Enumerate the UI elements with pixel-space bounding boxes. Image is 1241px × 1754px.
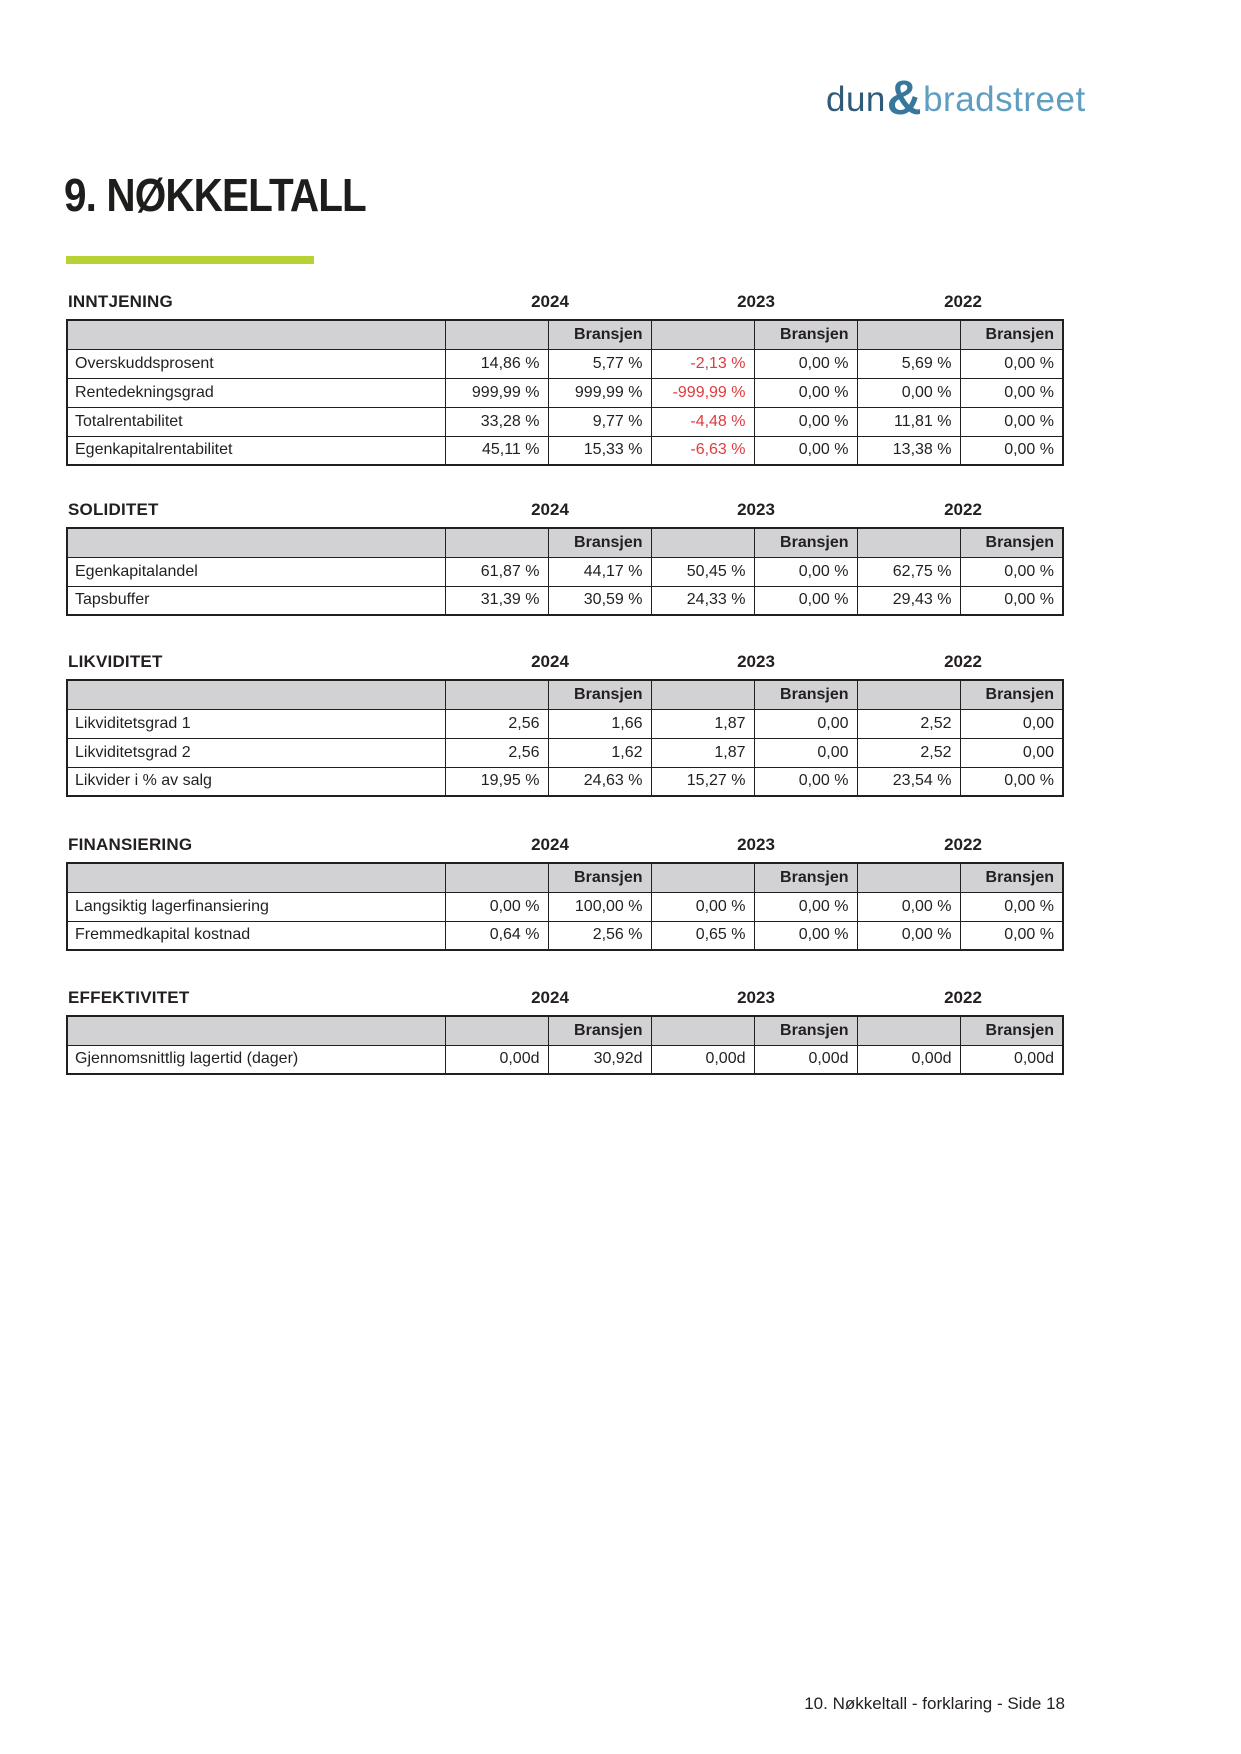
cell-value: 2,56	[445, 709, 548, 738]
cell-value: -2,13 %	[651, 349, 754, 378]
cell-value: 0,00 %	[754, 586, 857, 615]
table-row	[67, 586, 1063, 615]
header-empty-cell	[445, 320, 548, 349]
bransjen-header: Bransjen	[960, 320, 1063, 349]
cell-value: 11,81 %	[857, 407, 960, 436]
cell-value: 0,64 %	[445, 921, 548, 950]
cell-value: 0,00 %	[754, 349, 857, 378]
table-row	[67, 349, 1063, 378]
cell-value: 0,00d	[754, 1045, 857, 1074]
cell-value: 0,00	[754, 709, 857, 738]
section-heading	[66, 833, 1064, 857]
cell-value: 0,00 %	[445, 892, 548, 921]
year-header: 2022	[944, 500, 982, 519]
bransjen-header: Bransjen	[548, 680, 651, 709]
row-label: Tapsbuffer	[67, 586, 445, 615]
cell-value: 1,62	[548, 738, 651, 767]
cell-value: 45,11 %	[445, 436, 548, 465]
cell-value: -4,48 %	[651, 407, 754, 436]
bransjen-header: Bransjen	[754, 320, 857, 349]
finansiering-table	[66, 862, 1064, 951]
header-empty-cell	[67, 863, 445, 892]
cell-value: 0,00d	[445, 1045, 548, 1074]
bransjen-header: Bransjen	[960, 1016, 1063, 1045]
cell-value: 0,00 %	[960, 586, 1063, 615]
row-label: Egenkapitalandel	[67, 557, 445, 586]
section-finansiering	[66, 833, 1064, 951]
table-row	[67, 738, 1063, 767]
row-label: Likviditetsgrad 1	[67, 709, 445, 738]
section-title: SOLIDITET	[68, 500, 159, 519]
cell-value: 0,00	[960, 709, 1063, 738]
cell-value: 33,28 %	[445, 407, 548, 436]
table-header-row	[67, 680, 1063, 709]
year-header: 2022	[944, 835, 982, 854]
cell-value: 61,87 %	[445, 557, 548, 586]
section-title: EFFEKTIVITET	[68, 988, 190, 1007]
year-header: 2022	[944, 652, 982, 671]
cell-value: 0,00d	[960, 1045, 1063, 1074]
cell-value: 19,95 %	[445, 767, 548, 796]
row-label: Langsiktig lagerfinansiering	[67, 892, 445, 921]
bransjen-header: Bransjen	[960, 680, 1063, 709]
logo-text-dun: dun	[826, 80, 886, 119]
cell-value: 0,00d	[857, 1045, 960, 1074]
row-label: Totalrentabilitet	[67, 407, 445, 436]
cell-value: 0,00 %	[960, 378, 1063, 407]
cell-value: 2,56 %	[548, 921, 651, 950]
bransjen-header: Bransjen	[548, 320, 651, 349]
cell-value: 1,87	[651, 709, 754, 738]
cell-value: 5,77 %	[548, 349, 651, 378]
cell-value: 0,00 %	[960, 349, 1063, 378]
bransjen-header: Bransjen	[754, 680, 857, 709]
row-label: Overskuddsprosent	[67, 349, 445, 378]
cell-value: 50,45 %	[651, 557, 754, 586]
cell-value: 0,00 %	[960, 892, 1063, 921]
section-title: FINANSIERING	[68, 835, 193, 854]
header-empty-cell	[651, 320, 754, 349]
year-header: 2023	[737, 292, 775, 311]
cell-value: 0,00 %	[754, 767, 857, 796]
header-empty-cell	[445, 863, 548, 892]
logo-ampersand-icon: &	[886, 72, 923, 125]
soliditet-table	[66, 527, 1064, 616]
dun-bradstreet-logo	[826, 68, 1086, 125]
title-accent-bar	[66, 256, 314, 264]
year-header: 2024	[531, 500, 569, 519]
section-effektivitet	[66, 986, 1064, 1075]
header-empty-cell	[857, 863, 960, 892]
cell-value: 15,27 %	[651, 767, 754, 796]
year-header: 2023	[737, 988, 775, 1007]
cell-value: 0,00 %	[960, 767, 1063, 796]
bransjen-header: Bransjen	[754, 1016, 857, 1045]
section-title: LIKVIDITET	[68, 652, 163, 671]
cell-value: 30,59 %	[548, 586, 651, 615]
cell-value: 13,38 %	[857, 436, 960, 465]
table-header-row	[67, 1016, 1063, 1045]
cell-value: 0,00 %	[754, 378, 857, 407]
cell-value: 24,63 %	[548, 767, 651, 796]
section-heading	[66, 986, 1064, 1010]
row-label: Egenkapitalrentabilitet	[67, 436, 445, 465]
cell-value: 15,33 %	[548, 436, 651, 465]
table-row	[67, 921, 1063, 950]
table-header-row	[67, 863, 1063, 892]
section-likviditet	[66, 650, 1064, 797]
cell-value: 2,56	[445, 738, 548, 767]
row-label: Likviditetsgrad 2	[67, 738, 445, 767]
cell-value: 999,99 %	[445, 378, 548, 407]
year-header: 2023	[737, 652, 775, 671]
row-label: Rentedekningsgrad	[67, 378, 445, 407]
year-header: 2023	[737, 835, 775, 854]
cell-value: 0,00d	[651, 1045, 754, 1074]
cell-value: 0,00	[960, 738, 1063, 767]
cell-value: 0,00 %	[754, 557, 857, 586]
cell-value: 999,99 %	[548, 378, 651, 407]
header-empty-cell	[857, 528, 960, 557]
header-empty-cell	[67, 680, 445, 709]
table-row	[67, 407, 1063, 436]
table-row	[67, 767, 1063, 796]
header-empty-cell	[651, 680, 754, 709]
table-header-row	[67, 320, 1063, 349]
cell-value: 0,00	[754, 738, 857, 767]
cell-value: 0,65 %	[651, 921, 754, 950]
cell-value: 0,00 %	[754, 892, 857, 921]
cell-value: 30,92d	[548, 1045, 651, 1074]
header-empty-cell	[67, 1016, 445, 1045]
cell-value: 100,00 %	[548, 892, 651, 921]
table-header-row	[67, 528, 1063, 557]
year-header: 2024	[531, 988, 569, 1007]
effektivitet-table	[66, 1015, 1064, 1075]
table-row	[67, 378, 1063, 407]
row-label: Likvider i % av salg	[67, 767, 445, 796]
cell-value: 14,86 %	[445, 349, 548, 378]
header-empty-cell	[651, 528, 754, 557]
section-title: INNTJENING	[68, 292, 173, 311]
cell-value: 0,00 %	[960, 436, 1063, 465]
cell-value: 29,43 %	[857, 586, 960, 615]
table-row	[67, 557, 1063, 586]
cell-value: 23,54 %	[857, 767, 960, 796]
cell-value: -6,63 %	[651, 436, 754, 465]
likviditet-table	[66, 679, 1064, 797]
header-empty-cell	[651, 1016, 754, 1045]
cell-value: 0,00 %	[754, 921, 857, 950]
section-soliditet	[66, 498, 1064, 616]
cell-value: 5,69 %	[857, 349, 960, 378]
bransjen-header: Bransjen	[548, 863, 651, 892]
row-label: Gjennomsnittlig lagertid (dager)	[67, 1045, 445, 1074]
cell-value: -999,99 %	[651, 378, 754, 407]
inntjening-table	[66, 319, 1064, 466]
cell-value: 0,00 %	[754, 407, 857, 436]
cell-value: 0,00 %	[960, 921, 1063, 950]
cell-value: 24,33 %	[651, 586, 754, 615]
year-header: 2023	[737, 500, 775, 519]
logo-text-bradstreet: bradstreet	[923, 80, 1086, 119]
cell-value: 0,00 %	[651, 892, 754, 921]
year-header: 2024	[531, 292, 569, 311]
cell-value: 44,17 %	[548, 557, 651, 586]
table-row	[67, 709, 1063, 738]
section-heading	[66, 498, 1064, 522]
cell-value: 1,87	[651, 738, 754, 767]
page-title: 9. NØKKELTALL	[64, 169, 366, 221]
header-empty-cell	[857, 1016, 960, 1045]
bransjen-header: Bransjen	[548, 1016, 651, 1045]
cell-value: 0,00 %	[857, 921, 960, 950]
bransjen-header: Bransjen	[754, 528, 857, 557]
year-header: 2022	[944, 292, 982, 311]
year-header: 2024	[531, 652, 569, 671]
bransjen-header: Bransjen	[548, 528, 651, 557]
cell-value: 2,52	[857, 709, 960, 738]
row-label: Fremmedkapital kostnad	[67, 921, 445, 950]
cell-value: 62,75 %	[857, 557, 960, 586]
header-empty-cell	[651, 863, 754, 892]
table-row	[67, 1045, 1063, 1074]
header-empty-cell	[445, 680, 548, 709]
section-inntjening	[66, 290, 1064, 466]
header-empty-cell	[67, 528, 445, 557]
cell-value: 0,00 %	[857, 378, 960, 407]
cell-value: 0,00 %	[857, 892, 960, 921]
cell-value: 0,00 %	[960, 407, 1063, 436]
table-row	[67, 436, 1063, 465]
header-empty-cell	[445, 1016, 548, 1045]
header-empty-cell	[857, 320, 960, 349]
year-header: 2022	[944, 988, 982, 1007]
bransjen-header: Bransjen	[754, 863, 857, 892]
cell-value: 1,66	[548, 709, 651, 738]
page-footer: 10. Nøkkeltall - forklaring - Side 18	[804, 1694, 1065, 1713]
cell-value: 9,77 %	[548, 407, 651, 436]
cell-value: 31,39 %	[445, 586, 548, 615]
cell-value: 2,52	[857, 738, 960, 767]
year-header: 2024	[531, 835, 569, 854]
cell-value: 0,00 %	[960, 557, 1063, 586]
header-empty-cell	[67, 320, 445, 349]
bransjen-header: Bransjen	[960, 528, 1063, 557]
section-heading	[66, 290, 1064, 314]
cell-value: 0,00 %	[754, 436, 857, 465]
section-heading	[66, 650, 1064, 674]
bransjen-header: Bransjen	[960, 863, 1063, 892]
table-row	[67, 892, 1063, 921]
header-empty-cell	[445, 528, 548, 557]
header-empty-cell	[857, 680, 960, 709]
